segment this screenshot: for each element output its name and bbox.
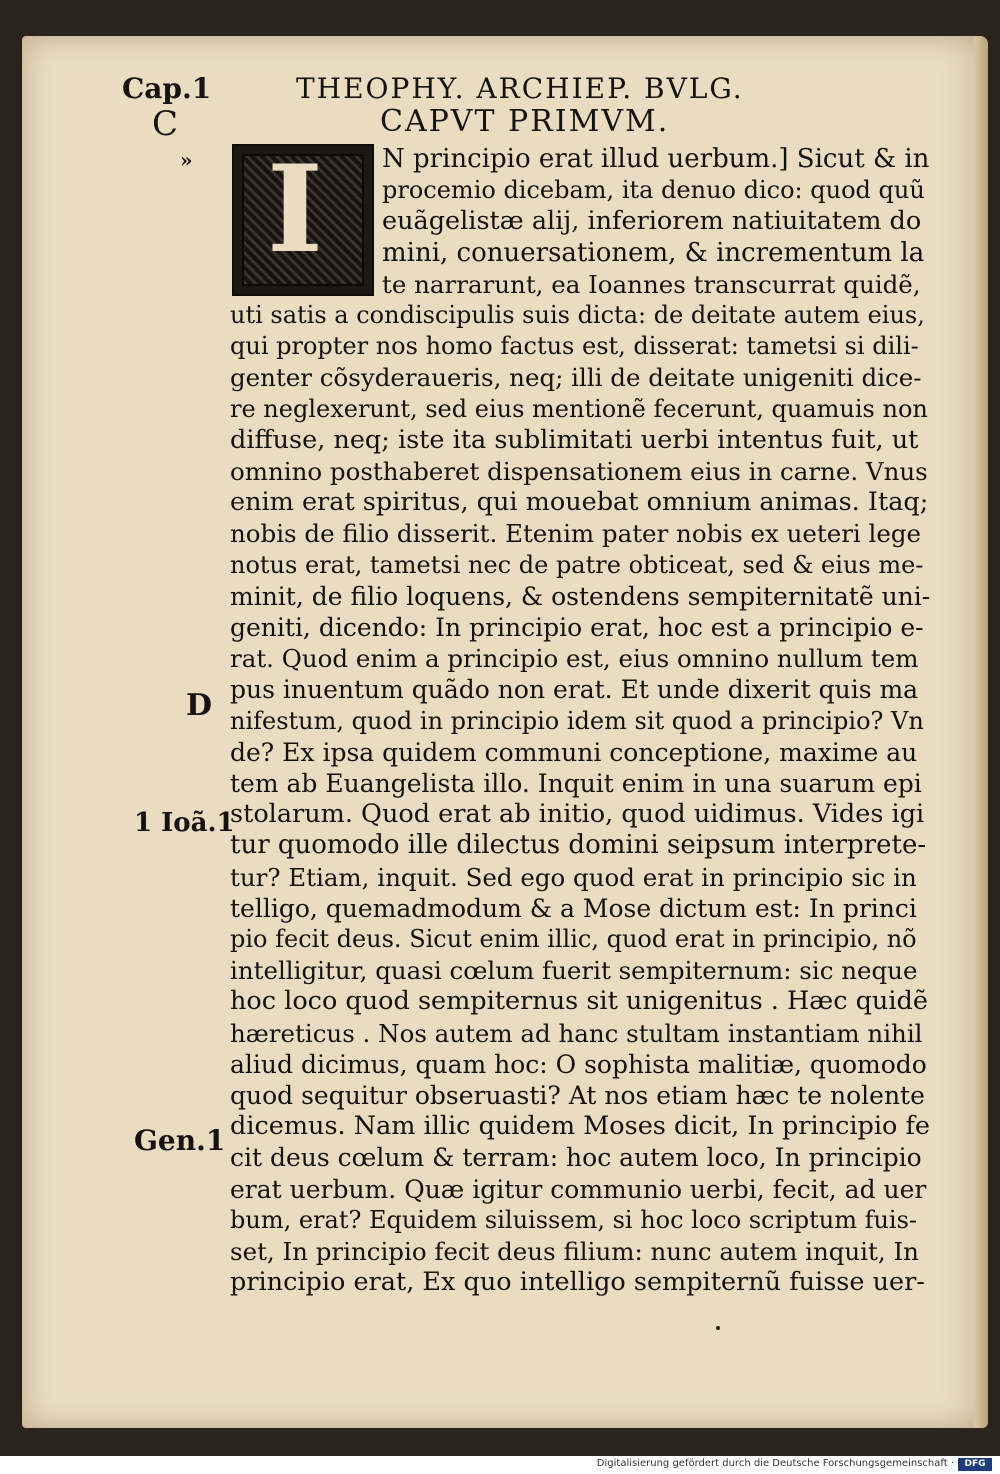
text-line: enim erat spiritus, qui mouebat omnium animas. Itaq; bbox=[230, 487, 929, 518]
margin-quote-marks: » bbox=[180, 148, 193, 172]
text-line: uti satis a condiscipulis suis dicta: de deitate autem eius, bbox=[230, 301, 925, 329]
text-line: rat. Quod enim a principio est, eius omnino nullum tem bbox=[230, 644, 919, 674]
text-line: genter cõsyderaueris, neq; illi de deitate unigeniti dice- bbox=[230, 363, 922, 393]
text-line: procemio dicebam, ita denuo dico: quod quũ bbox=[382, 176, 925, 205]
text-line: te narrarunt, ea Ioannes transcurrat quidẽ, bbox=[382, 269, 921, 299]
text-line: bum, erat? Equidem siluissem, si hoc loco scriptum fuis- bbox=[230, 1205, 918, 1234]
chapter-heading: CAPVT PRIMVM. bbox=[380, 104, 670, 139]
text-line: principio erat, Ex quo intelligo sempiternũ fuisse uer- bbox=[230, 1267, 925, 1298]
text-line: quod sequitur obseruasti? At nos etiam hæc te nolente bbox=[230, 1081, 925, 1110]
text-line: pio fecit deus. Sicut enim illic, quod erat in principio, nõ bbox=[230, 925, 917, 953]
text-line: hæreticus . Nos autem ad hanc stultam instantiam nihil bbox=[230, 1018, 923, 1048]
text-line: de? Ex ipsa quidem communi conceptione, maxime au bbox=[230, 737, 918, 767]
margin-letter-c: C bbox=[152, 104, 179, 144]
running-title: THEOPHY. ARCHIEP. BVLG. bbox=[296, 72, 744, 105]
text-line: diffuse, neq; iste ita sublimitati uerbi intentus fuit, ut bbox=[230, 424, 919, 455]
text-line: cit deus cœlum & terram: hoc autem loco, In principio bbox=[230, 1143, 922, 1173]
text-line: telligo, quemadmodum & a Mose dictum est: In princi bbox=[230, 893, 917, 923]
page-edge bbox=[974, 36, 988, 1428]
text-line: euãgelistæ alij, inferiorem natiuitatem do bbox=[382, 206, 922, 237]
text-line: tem ab Euangelista illo. Inquit enim in una suarum epi bbox=[230, 769, 922, 798]
text-line: aliud dicimus, quam hoc: O sophista malitiæ, quomodo bbox=[230, 1049, 927, 1079]
text-line: pus inuentum quãdo non erat. Et unde dixerit quis ma bbox=[230, 675, 919, 705]
footer-credit: Digitalisierung gefördert durch die Deutsche Forschungsgemeinschaft · bbox=[596, 1458, 954, 1469]
ink-speck bbox=[716, 1326, 720, 1330]
margin-reference-ioannes: 1 Ioã.1 bbox=[134, 808, 235, 838]
decorated-initial bbox=[232, 139, 374, 296]
text-line: re neglexerunt, sed eius mentionẽ fecerunt, quamuis non bbox=[230, 394, 928, 423]
text-line: nifestum, quod in principio idem sit quod a principio? Vn bbox=[230, 706, 924, 735]
text-line: dicemus. Nam illic quidem Moses dicit, In principio fe bbox=[230, 1111, 930, 1142]
text-line: minit, de filio loquens, & ostendens sempiternitatẽ uni- bbox=[230, 581, 931, 611]
margin-letter-d: D bbox=[186, 688, 213, 723]
text-line: omnino posthaberet dispensationem eius in carne. Vnus bbox=[230, 457, 928, 486]
text-line: geniti, dicendo: In principio erat, hoc est a principio e- bbox=[230, 613, 924, 642]
initial-letter: I bbox=[266, 139, 324, 280]
text-line: nobis de filio disserit. Etenim pater nobis ex ueteri lege bbox=[230, 519, 922, 549]
text-line: tur? Etiam, inquit. Sed ego quod erat in principio sic in bbox=[230, 862, 917, 892]
text-line: set, In principio fecit deus filium: nunc autem inquit, In bbox=[230, 1237, 919, 1266]
text-line: tur quomodo ille dilectus domini seipsum interprete- bbox=[230, 830, 927, 861]
text-line: N principio erat illud uerbum.] Sicut & in bbox=[382, 144, 930, 174]
text-line: erat uerbum. Quæ igitur communio uerbi, fecit, ad uer bbox=[230, 1174, 927, 1204]
dfg-logo: DFG bbox=[958, 1458, 992, 1471]
text-line: stolarum. Quod erat ab initio, quod uidimus. Vides igi bbox=[230, 799, 925, 830]
footer-bar bbox=[0, 1456, 1000, 1474]
text-line: notus erat, tametsi nec de patre obticeat, sed & eius me- bbox=[230, 550, 924, 579]
text-line: intelligitur, quasi cœlum fuerit sempiternum: sic neque bbox=[230, 956, 918, 986]
chapter-label: Cap.1 bbox=[122, 72, 212, 105]
text-line: qui propter nos homo factus est, disserat: tametsi si dili- bbox=[230, 332, 919, 361]
text-line: hoc loco quod sempiternus sit unigenitus . Hæc quidẽ bbox=[230, 986, 928, 1017]
margin-reference-genesis: Gen.1 bbox=[134, 1124, 226, 1157]
text-line: mini, conuersationem, & incrementum la bbox=[382, 237, 925, 268]
